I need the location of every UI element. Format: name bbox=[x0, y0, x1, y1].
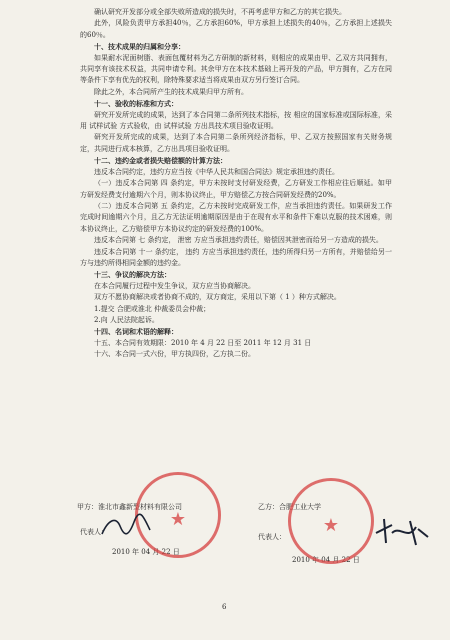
section-heading: 十一、验收的标准和方式： bbox=[94, 99, 178, 109]
paragraph: 确认研究开发部分或全部失败所造成的损失时，不再考虑甲方和乙方的其它损失。 bbox=[94, 8, 346, 16]
paragraph: 除此之外，本合同所产生的技术成果归甲方所有。 bbox=[94, 87, 248, 96]
paragraph: 如果耐水泥面树脂、表面包覆材料为乙方研制的新材料，则相应的成果由甲、乙双方共同拥有，共同享有该技术权益，共同申请专利。其余甲方在本技术基础上再开发的产品，甲方拥有，乙方在同等条件下享有优先的权利，除特殊要求适当将成果由双方另行签订合同。 bbox=[80, 53, 392, 85]
paragraph: 研究开发所完成的成果，达到了本合同第二条所列经济指标，甲、乙双方按照国家有关财务规定，共同进行成本核算，乙方出具项目验收证明。 bbox=[80, 133, 392, 153]
party-b-seal: ★ bbox=[288, 478, 374, 564]
party-b-label: 乙方：合肥工业大学 bbox=[258, 503, 321, 511]
paragraph: 此外，风险负责甲方承担40％，乙方承担60%，甲方承担上述损失的40％，乙方承担上述损失的60％。 bbox=[80, 19, 392, 39]
page-number: 6 bbox=[222, 603, 227, 611]
party-a-date: 2010 年 04 月 22 日 bbox=[112, 548, 180, 556]
party-b-signature bbox=[370, 515, 430, 550]
paragraph: 研究开发所完成的成果，达到了本合同第二条所列技术指标，按 相应的国家标准或国际标准，采用 试样试验 方式验收，由 试样试验 方出具技术项目验收证明。 bbox=[80, 110, 392, 131]
party-a-label: 甲方：淮北市鑫新型材料有限公司 bbox=[77, 503, 182, 511]
paragraph: （一）违反本合同第 四 条约定，甲方未按时支付研发经费，乙方研发工作相应往后顺延。如甲方研发经费支付逾期六个月，则本协议终止，甲方赔偿乙方按合同研发经费的20%。 bbox=[80, 179, 392, 199]
party-a-rep: 代表人： bbox=[80, 528, 108, 536]
section-heading: 十四、名词和术语的解释： bbox=[94, 327, 178, 337]
paragraph: 违反本合同第 十一 条约定， 违约 方应当承担违约责任，违约所得归另一方所有，并赔偿给另一方与违约所得相同金额的违约金。 bbox=[80, 247, 392, 267]
party-b-rep: 代表人： bbox=[258, 533, 286, 541]
paragraph: 违反本合同第 七 条约定， 泄密 方应当承担违约责任，赔偿因其泄密而给另一方造成的损失。 bbox=[94, 236, 383, 245]
party-b-date: 2010 年 04 月 22 日 bbox=[292, 556, 360, 564]
contract-body bbox=[80, 7, 392, 361]
paragraph: 十五、本合同有效期限：2010 年 4 月 22 日至 2011 年 12 月 31 日 bbox=[94, 338, 312, 347]
paragraph: （二）违反本合同第 五 条约定，乙方未按时完成研发工作，应当承担违约责任。如果研发工作完成时间逾期六个月，且乙方无法证明逾期原因是由于在现有水平和条件下难以克服的技术困难，则本协议终止，乙方赔偿甲方本协议约定的研发经费的100%。 bbox=[80, 201, 392, 233]
party-a-signature bbox=[98, 512, 153, 542]
paragraph: 在本合同履行过程中发生争议，双方应当协商解决。 bbox=[94, 281, 255, 290]
section-heading: 十三、争议的解决方法： bbox=[94, 270, 171, 280]
section-heading: 十二、违约金或者损失赔偿额的计算方法： bbox=[94, 156, 227, 166]
paragraph: 2.向 人民法院起诉。 bbox=[94, 315, 159, 324]
paragraph: 十六、本合同一式六份，甲方执四份，乙方执二份。 bbox=[94, 350, 255, 359]
paragraph: 双方不愿协商解决或者协商不成的，双方商定，采用以下第（ 1 ）种方式解决。 bbox=[94, 293, 341, 302]
party-a-seal: ★ bbox=[135, 472, 221, 558]
paragraph: 1.提交 合肥或淮北 仲裁委员会仲裁； bbox=[94, 304, 211, 313]
section-heading: 十、技术成果的归属和分享： bbox=[94, 42, 185, 52]
paragraph: 违反本合同约定，违约方应当按《中华人民共和国合同法》规定承担违约责任。 bbox=[94, 167, 339, 176]
